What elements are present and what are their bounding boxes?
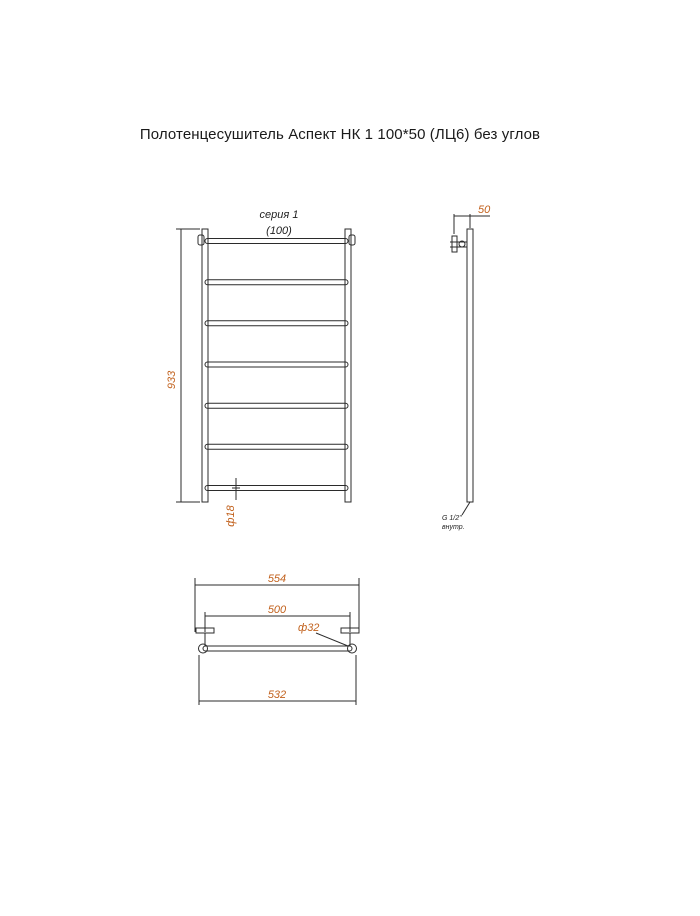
overall-width-label: 554 (267, 573, 287, 585)
rung (205, 239, 348, 244)
rung (205, 321, 348, 326)
left-top-mount (198, 235, 204, 245)
rung (205, 403, 348, 408)
side-post (467, 229, 473, 502)
rung (205, 486, 348, 491)
page-title: Полотенцесушитель Аспект НК 1 100*50 (ЛЦ6) без углов (139, 126, 541, 143)
bracket-diameter-leader (316, 633, 348, 646)
rung (205, 280, 348, 285)
right-top-mount (349, 235, 355, 245)
bracket-diameter-label: ф32 (298, 622, 320, 634)
rungs-group (205, 239, 348, 491)
top-rail (203, 646, 352, 651)
top-view (195, 578, 359, 705)
thread-leader (462, 502, 470, 515)
thread-note: внутр. (442, 524, 465, 531)
rail-width-label: 532 (267, 689, 287, 701)
height-dimension-label: 933 (166, 370, 178, 390)
spacing-label: (100) (266, 225, 292, 237)
depth-dimension-label: 50 (478, 204, 491, 216)
tube-diameter-label: ф18 (225, 505, 237, 527)
rung (205, 362, 348, 367)
side-view (450, 214, 490, 515)
series-label: серия 1 (259, 209, 299, 221)
side-wall-plate (452, 236, 457, 252)
front-view (176, 229, 355, 502)
rung (205, 444, 348, 449)
center-distance-label: 500 (267, 604, 287, 616)
thread-label: G 1/2" (442, 515, 462, 522)
